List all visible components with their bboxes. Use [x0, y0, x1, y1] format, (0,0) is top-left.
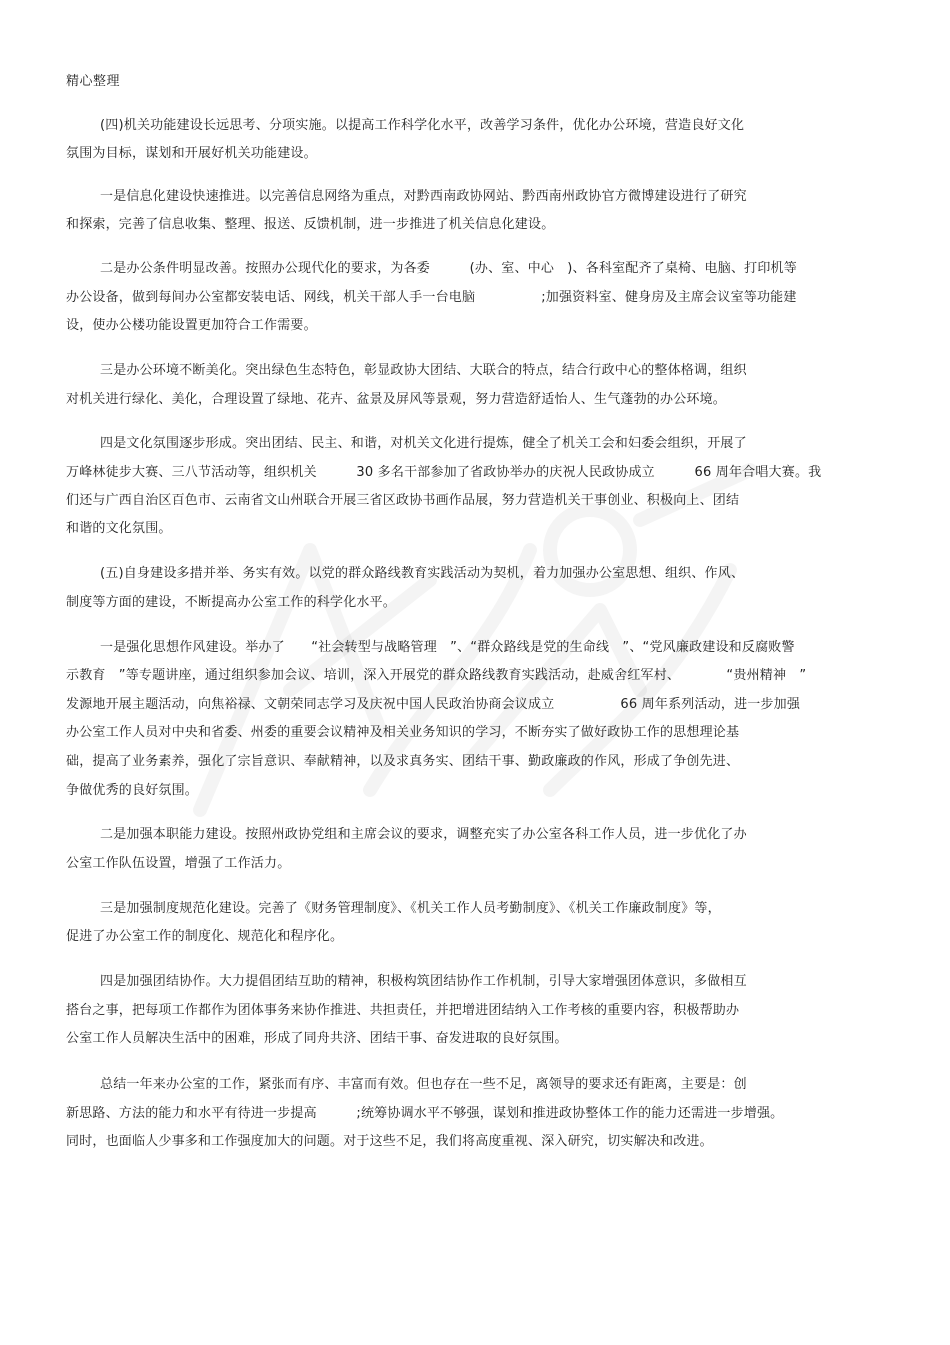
paragraph-5-line-3: 们还与广西自治区百色市、云南省文山州联合开展三省区政协书画作品展，努力营造机关干事创业、积极向上、团结	[66, 493, 740, 508]
paragraph-2-line-1: 一是信息化建设快速推进。以完善信息网络为重点，对黔西南政协网站、黔西南州政协官方微博建设进行了研究	[100, 189, 747, 204]
paragraph-11-line-2: 新思路、方法的能力和水平有待进一步提高 ;统筹协调水平不够强，谋划和推进政协整体工作的能力还需进一步增强。	[66, 1106, 784, 1121]
paragraph-8-line-1: 二是加强本职能力建设。按照州政协党组和主席会议的要求，调整充实了办公室各科工作人员，进一步优化了办	[100, 827, 747, 842]
paragraph-8-line-2: 公室工作队伍设置，增强了工作活力。	[66, 856, 291, 871]
page-header: 精心整理	[66, 74, 121, 89]
paragraph-4-line-2: 对机关进行绿化、美化，合理设置了绿地、花卉、盆景及屏风等景观，努力营造舒适怡人、生气蓬勃的办公环境。	[66, 392, 727, 407]
paragraph-1-line-1: (四)机关功能建设长远思考、分项实施。以提高工作科学化水平，改善学习条件，优化办公环境，营造良好文化	[100, 118, 745, 133]
paragraph-9-line-2: 促进了办公室工作的制度化、规范化和程序化。	[66, 929, 344, 944]
paragraph-10-line-2: 搭台之事，把每项工作都作为团体事务来协作推进、共担责任，并把增进团结纳入工作考核的重要内容，积极帮助办	[66, 1003, 740, 1018]
paragraph-1-line-2: 氛围为目标，谋划和开展好机关功能建设。	[66, 146, 317, 161]
paragraph-3-line-1: 二是办公条件明显改善。按照办公现代化的要求，为各委 (办、室、中心 )、各科室配齐了桌椅、电脑、打印机等	[100, 261, 797, 276]
paragraph-7-line-5: 础，提高了业务素养，强化了宗旨意识、奉献精神，以及求真务实、团结干事、勤政廉政的作风，形成了争创先进、	[66, 754, 740, 769]
paragraph-10-line-1: 四是加强团结协作。大力提倡团结互助的精神，积极构筑团结协作工作机制，引导大家增强团体意识，多做相互	[100, 974, 747, 989]
paragraph-10-line-3: 公室工作人员解决生活中的困难，形成了同舟共济、团结干事、奋发进取的良好氛围。	[66, 1031, 568, 1046]
paragraph-6-line-2: 制度等方面的建设，不断提高办公室工作的科学化水平。	[66, 595, 397, 610]
paragraph-7-line-2: 示教育 ”等专题讲座，通过组织参加会议、培训，深入开展党的群众路线教育实践活动，赴威舍红军村、 “贵州精神 ”	[66, 668, 807, 683]
paragraph-7-line-1: 一是强化思想作风建设。举办了 “社会转型与战略管理 ”、“群众路线是党的生命线 ”、“党风廉政建设和反腐败警	[100, 640, 795, 655]
paragraph-3-line-3: 设，使办公楼功能设置更加符合工作需要。	[66, 318, 317, 333]
paragraph-7-line-3: 发源地开展主题活动，向焦裕禄、文朝荣同志学习及庆祝中国人民政治协商会议成立 66 周年系列活动，进一步加强	[66, 697, 801, 712]
paragraph-6-line-1: (五)自身建设多措并举、务实有效。以党的群众路线教育实践活动为契机，着力加强办公室思想、组织、作风、	[100, 566, 745, 581]
paragraph-9-line-1: 三是加强制度规范化建设。完善了《财务管理制度》、《机关工作人员考勤制度》、《机关工作廉政制度》等，	[100, 901, 721, 916]
paragraph-3-line-2: 办公设备，做到每间办公室都安装电话、网线，机关干部人手一台电脑 ;加强资料室、健身房及主席会议室等功能建	[66, 290, 797, 305]
paragraph-7-line-6: 争做优秀的良好氛围。	[66, 783, 199, 798]
paragraph-4-line-1: 三是办公环境不断美化。突出绿色生态特色，彰显政协大团结、大联合的特点，结合行政中心的整体格调，组织	[100, 363, 747, 378]
paragraph-11-line-1: 总结一年来办公室的工作，紧张而有序、丰富而有效。但也存在一些不足，离领导的要求还有距离，主要是：创	[100, 1077, 747, 1092]
paragraph-2-line-2: 和探索，完善了信息收集、整理、报送、反馈机制，进一步推进了机关信息化建设。	[66, 217, 555, 232]
paragraph-5-line-2: 万峰林徒步大赛、三八节活动等，组织机关 30 多名干部参加了省政协举办的庆祝人民政协成立 66 周年合唱大赛。我	[66, 465, 822, 480]
paragraph-7-line-4: 办公室工作人员对中央和省委、州委的重要会议精神及相关业务知识的学习，不断夯实了做好政协工作的思想理论基	[66, 725, 740, 740]
paragraph-5-line-1: 四是文化氛围逐步形成。突出团结、民主、和谐，对机关文化进行提炼，健全了机关工会和妇委会组织，开展了	[100, 436, 747, 451]
paragraph-11-line-3: 同时，也面临人少事多和工作强度加大的问题。对于这些不足，我们将高度重视、深入研究，切实解决和改进。	[66, 1134, 713, 1149]
paragraph-5-line-4: 和谐的文化氛围。	[66, 521, 172, 536]
